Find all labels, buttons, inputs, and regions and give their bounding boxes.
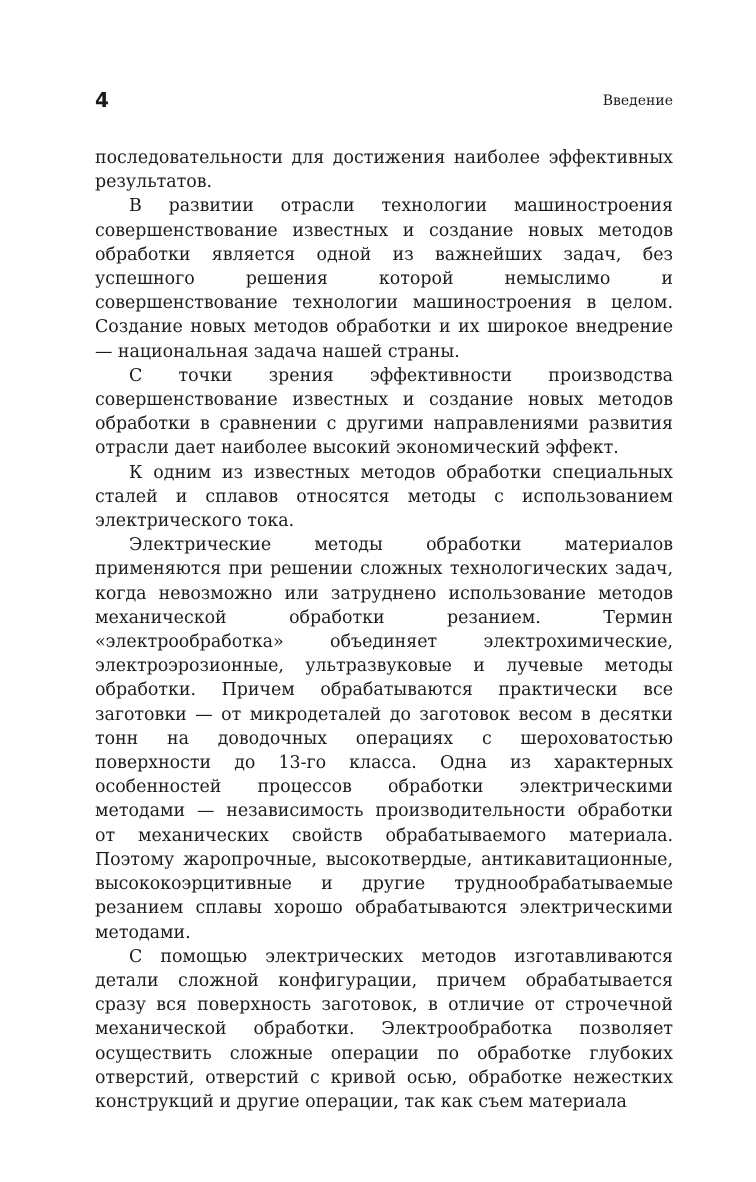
paragraph: Электрические методы обработки материалов применяются при решении сложных технологических задач, когда невозможно или затруднено использование методов механической обработки резанием. Термин «электрообработка» объединяет электрохимические, электроэрозионные, ультразвуковые и лучевые методы обработки. Причем обрабатываются практически все заготовки — от микродеталей до заготовок весом в десятки тонн на доводочных операциях с шероховатостью поверхности до 13-го класса. Одна из характерных особенностей процессов обработки электрическими методами — независимость производительности обработки от механических свойств обрабатываемого материала. Поэтому жаропрочные, высокотвердые, антикавитационные, высококоэрцитивные и другие труднообрабатываемые резанием сплавы хорошо обрабатываются электрическими методами. [95,535,673,943]
page-header [95,88,673,122]
paragraph: С помощью электрических методов изготавливаются детали сложной конфигурации, причем обрабатывается сразу вся поверхность заготовок, в отличие от строчечной механической обработки. Электрообработка позволяет осуществить сложные операции по обработке глубоких отверстий, отверстий с кривой осью, обработке нежестких конструкций и другие операции, так как съем материала [95,946,673,1112]
body-text [95,146,673,1114]
paragraph: К одним из известных методов обработки специальных сталей и сплавов относятся методы с использованием электрического тока. [95,462,673,532]
paragraph: С точки зрения эффективности производства совершенствование известных и создание новых методов обработки в сравнении с другими направлениями развития отрасли дает наиболее высокий экономический эффект. [95,365,673,459]
book-page [95,88,673,1114]
running-title: Введение [602,93,673,109]
paragraph: В развитии отрасли технологии машиностроения совершенствование известных и создание новых методов обработки является одной из важнейших задач, без успешного решения которой немыслимо и совершенствование технологии машиностроения в целом. Создание новых методов обработки и их широкое внедрение — национальная задача нашей страны. [95,196,673,362]
page-number: 4 [95,88,109,112]
paragraph-continuation: последовательности для достижения наиболее эффективных результатов. [95,148,673,193]
